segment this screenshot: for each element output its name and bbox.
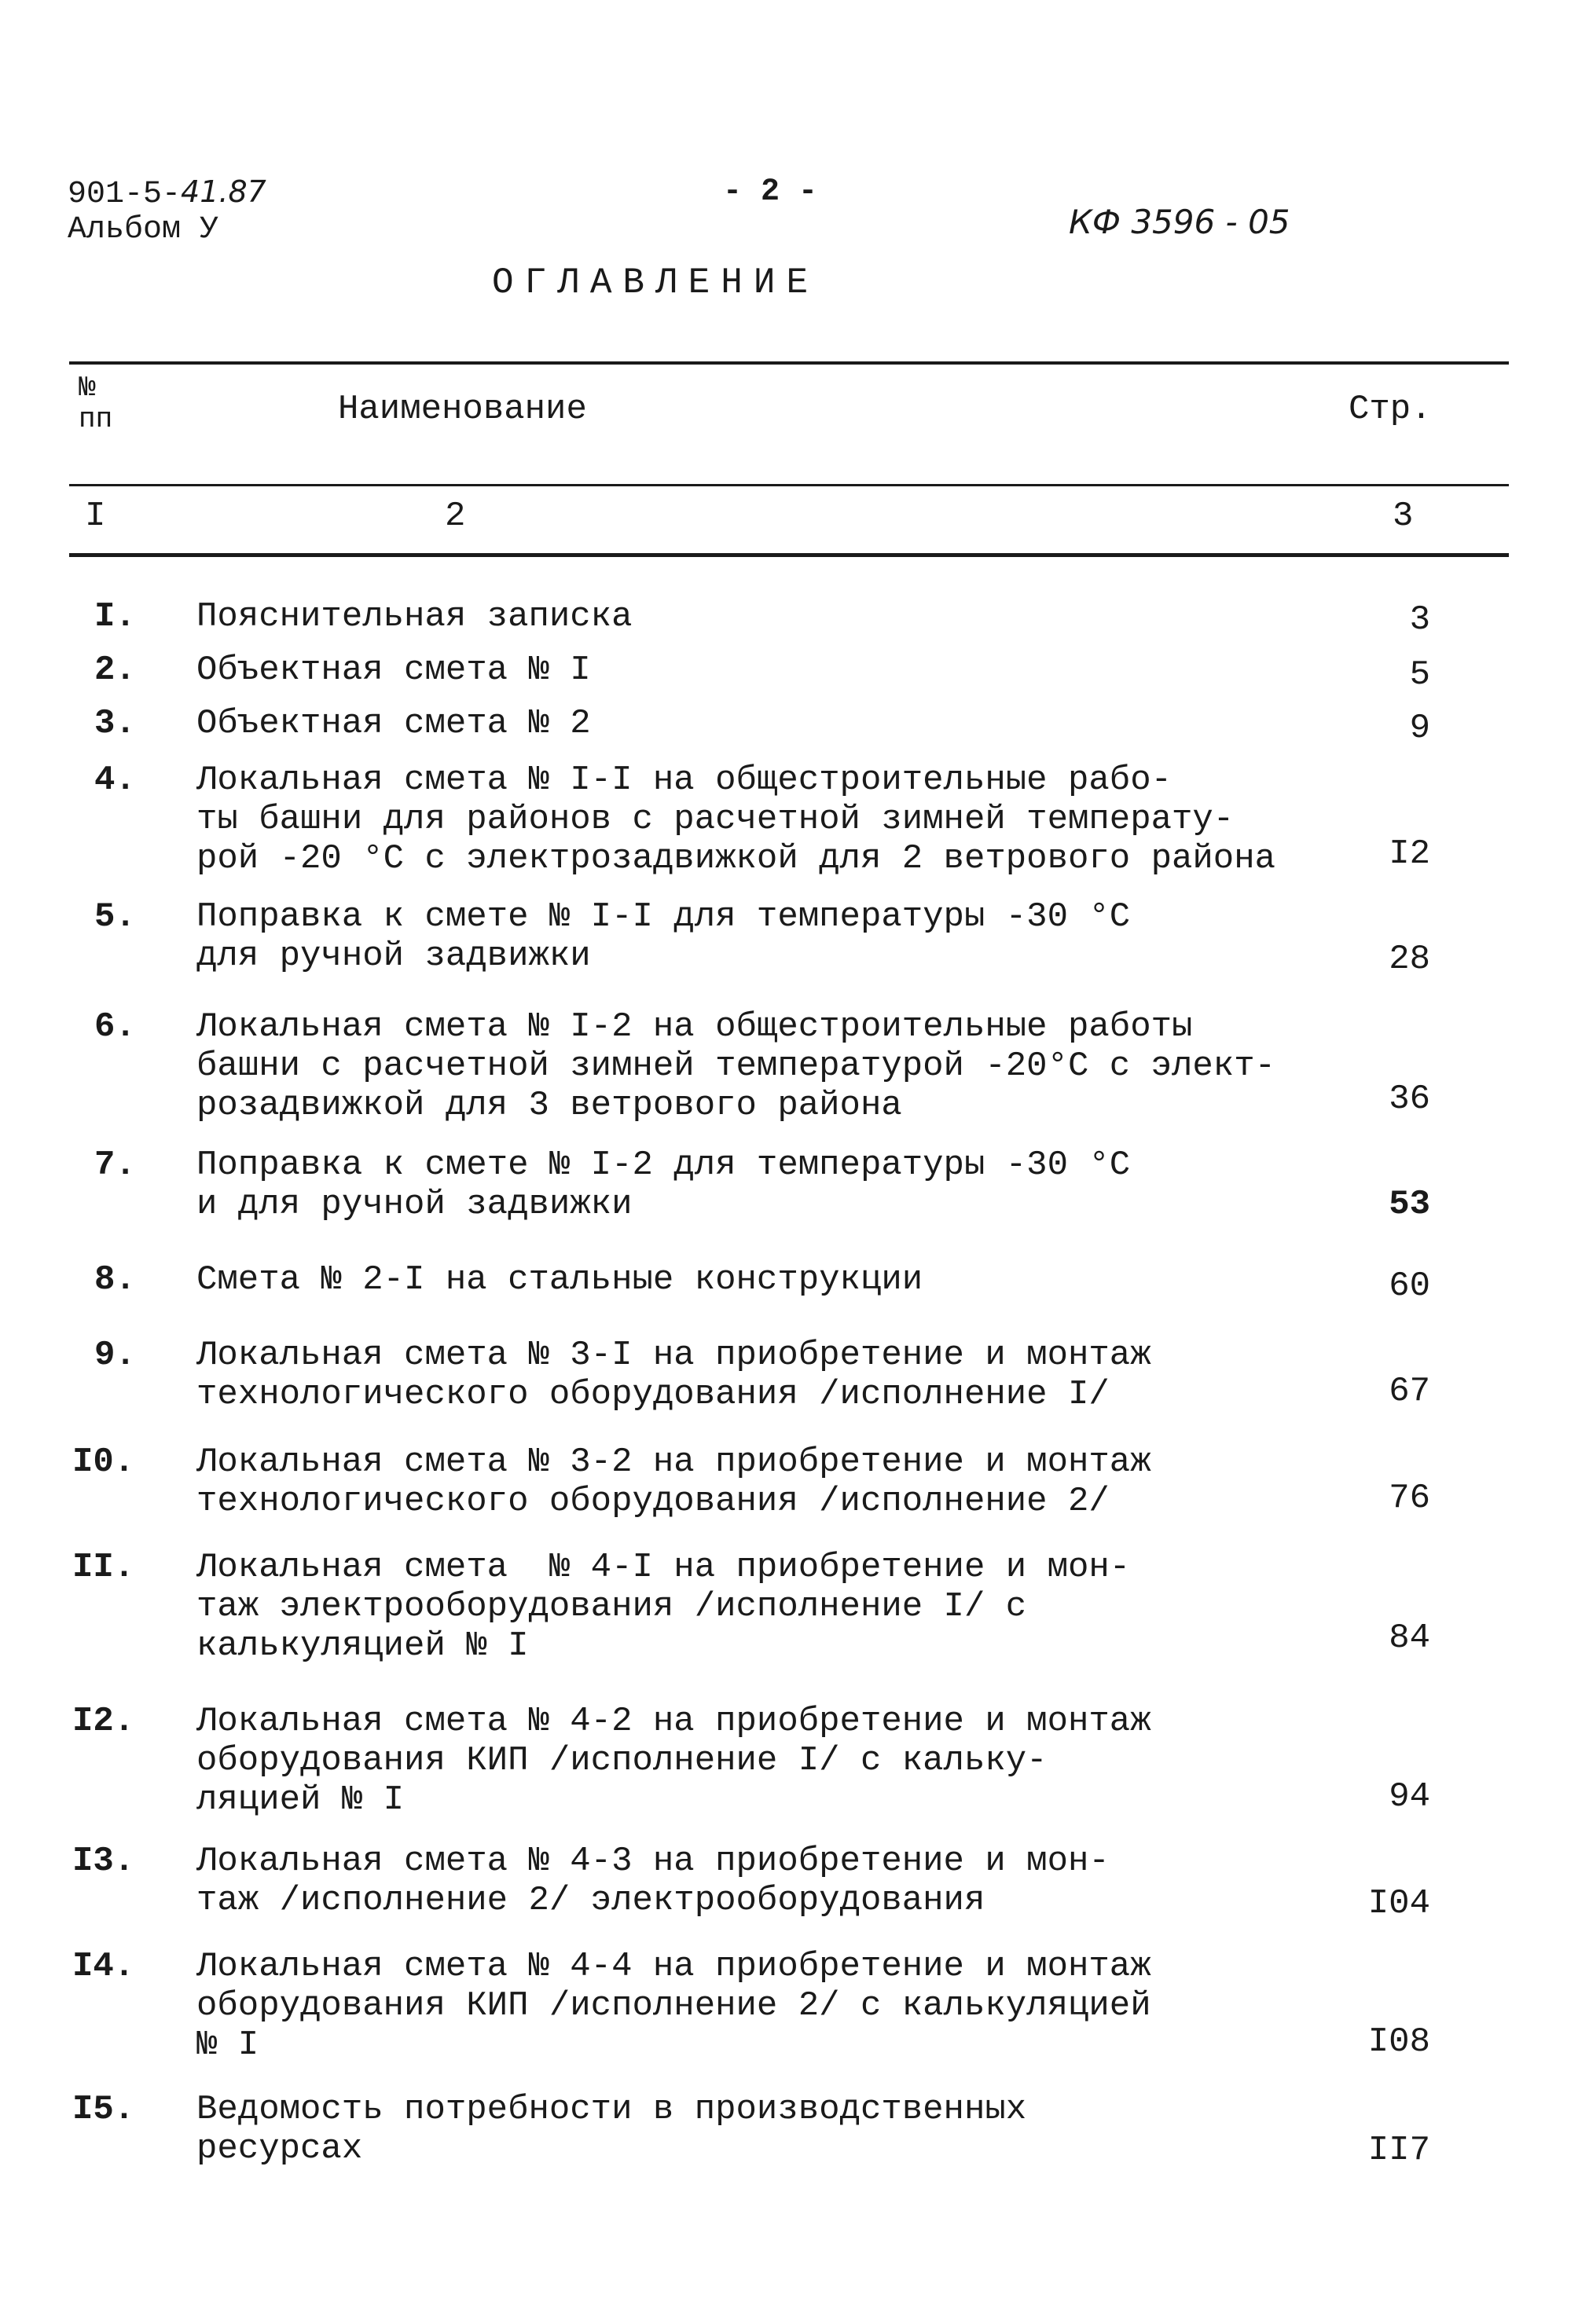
table-top-rule [69, 361, 1509, 365]
column-header-name: Наименование [338, 390, 587, 429]
toc-entry-number: I5. [72, 2090, 135, 2129]
page-marker: - 2 - [723, 174, 818, 210]
toc-entry-number: 2. [94, 651, 136, 690]
toc-entry-page: 76 [1389, 1479, 1430, 1518]
toc-entry-number: 7. [94, 1146, 136, 1185]
toc-entry-page: I08 [1367, 2022, 1430, 2062]
toc-entry-page: 94 [1389, 1777, 1430, 1816]
column-number-1: I [85, 497, 106, 536]
toc-entry-number: 5. [94, 897, 136, 937]
toc-entry-text: Локальная смета № 4-I на приобретение и мон- таж электрооборудования /исполнение I/ с калькуляцией № I [196, 1548, 1131, 1666]
toc-entry-page: 3 [1409, 600, 1430, 640]
toc-entry-page: 60 [1389, 1266, 1430, 1306]
document-code-handwritten: 41.87 [181, 174, 266, 209]
page-title: ОГЛАВЛЕНИЕ [492, 262, 820, 303]
toc-entry-page: 84 [1389, 1618, 1430, 1658]
table-header-rule [69, 484, 1509, 486]
document-code-typed: 901-5- [68, 177, 182, 212]
toc-entry-number: 3. [94, 704, 136, 743]
toc-entry-number: 6. [94, 1007, 136, 1047]
toc-entry-text: Локальная смета № 3-2 на приобретение и монтаж технологического оборудования /исполнение 2/ [196, 1442, 1151, 1521]
archive-code: КФ 3596 - 05 [1069, 203, 1290, 241]
column-number-2: 2 [445, 497, 466, 536]
document-code [68, 174, 266, 212]
toc-entry-page: I2 [1389, 834, 1430, 874]
album-label: Альбом У [68, 212, 219, 247]
toc-entry-text: Локальная смета № I-2 на общестроительные работы башни с расчетной зимней температурой -20°С с элект- розадвижкой для 3 ветрового района [196, 1007, 1276, 1125]
toc-entry-text: Объектная смета № 2 [196, 704, 591, 743]
toc-entry-page: 67 [1389, 1372, 1430, 1411]
toc-entry-number: 4. [94, 761, 136, 800]
toc-entry-text: Локальная смета № 4-3 на приобретение и мон- таж /исполнение 2/ электрооборудования [196, 1842, 1110, 1920]
toc-entry-number: I0. [72, 1442, 135, 1482]
toc-entry-page: 28 [1389, 940, 1430, 979]
toc-entry-number: I2. [72, 1702, 135, 1741]
table-body-rule [69, 553, 1509, 557]
toc-entry-text: Поправка к смете № I-2 для температуры -30 °С и для ручной задвижки [196, 1146, 1131, 1224]
toc-entry-number: I3. [72, 1842, 135, 1881]
column-header-number: № пп [79, 372, 113, 435]
toc-entry-text: Локальная смета № 3-I на приобретение и монтаж технологического оборудования /исполнение I/ [196, 1336, 1151, 1414]
toc-entry-text: Локальная смета № I-I на общестроительные рабо- ты башни для районов с расчетной зимней температу- рой -20 °С с электрозадвижкой для 2 ветрового района [196, 761, 1276, 878]
toc-entry-text: Объектная смета № I [196, 651, 591, 690]
toc-entry-page: 5 [1409, 655, 1430, 695]
column-number-3: 3 [1393, 497, 1414, 536]
toc-entry-text: Поправка к смете № I-I для температуры -30 °С для ручной задвижки [196, 897, 1131, 976]
toc-entry-text: Смета № 2-I на стальные конструкции [196, 1260, 923, 1299]
toc-entry-page: II7 [1367, 2131, 1430, 2170]
column-header-page: Стр. [1349, 390, 1432, 429]
toc-entry-page: 36 [1389, 1080, 1430, 1119]
toc-entry-number: I4. [72, 1947, 135, 1986]
toc-entry-number: II. [72, 1548, 135, 1587]
toc-entry-text: Локальная смета № 4-2 на приобретение и монтаж оборудования КИП /исполнение I/ с кальку- ляцией № I [196, 1702, 1151, 1820]
toc-entry-page: I04 [1367, 1884, 1430, 1923]
toc-entry-number: I. [94, 597, 136, 636]
toc-entry-page: 9 [1409, 709, 1430, 748]
toc-entry-text: Ведомость потребности в производственных ресурсах [196, 2090, 1027, 2168]
toc-entry-number: 8. [94, 1260, 136, 1299]
toc-entry-number: 9. [94, 1336, 136, 1375]
toc-entry-text: Пояснительная записка [196, 597, 633, 636]
toc-entry-text: Локальная смета № 4-4 на приобретение и монтаж оборудования КИП /исполнение 2/ с калькуляцией № I [196, 1947, 1151, 2065]
toc-entry-page: 53 [1389, 1185, 1430, 1224]
